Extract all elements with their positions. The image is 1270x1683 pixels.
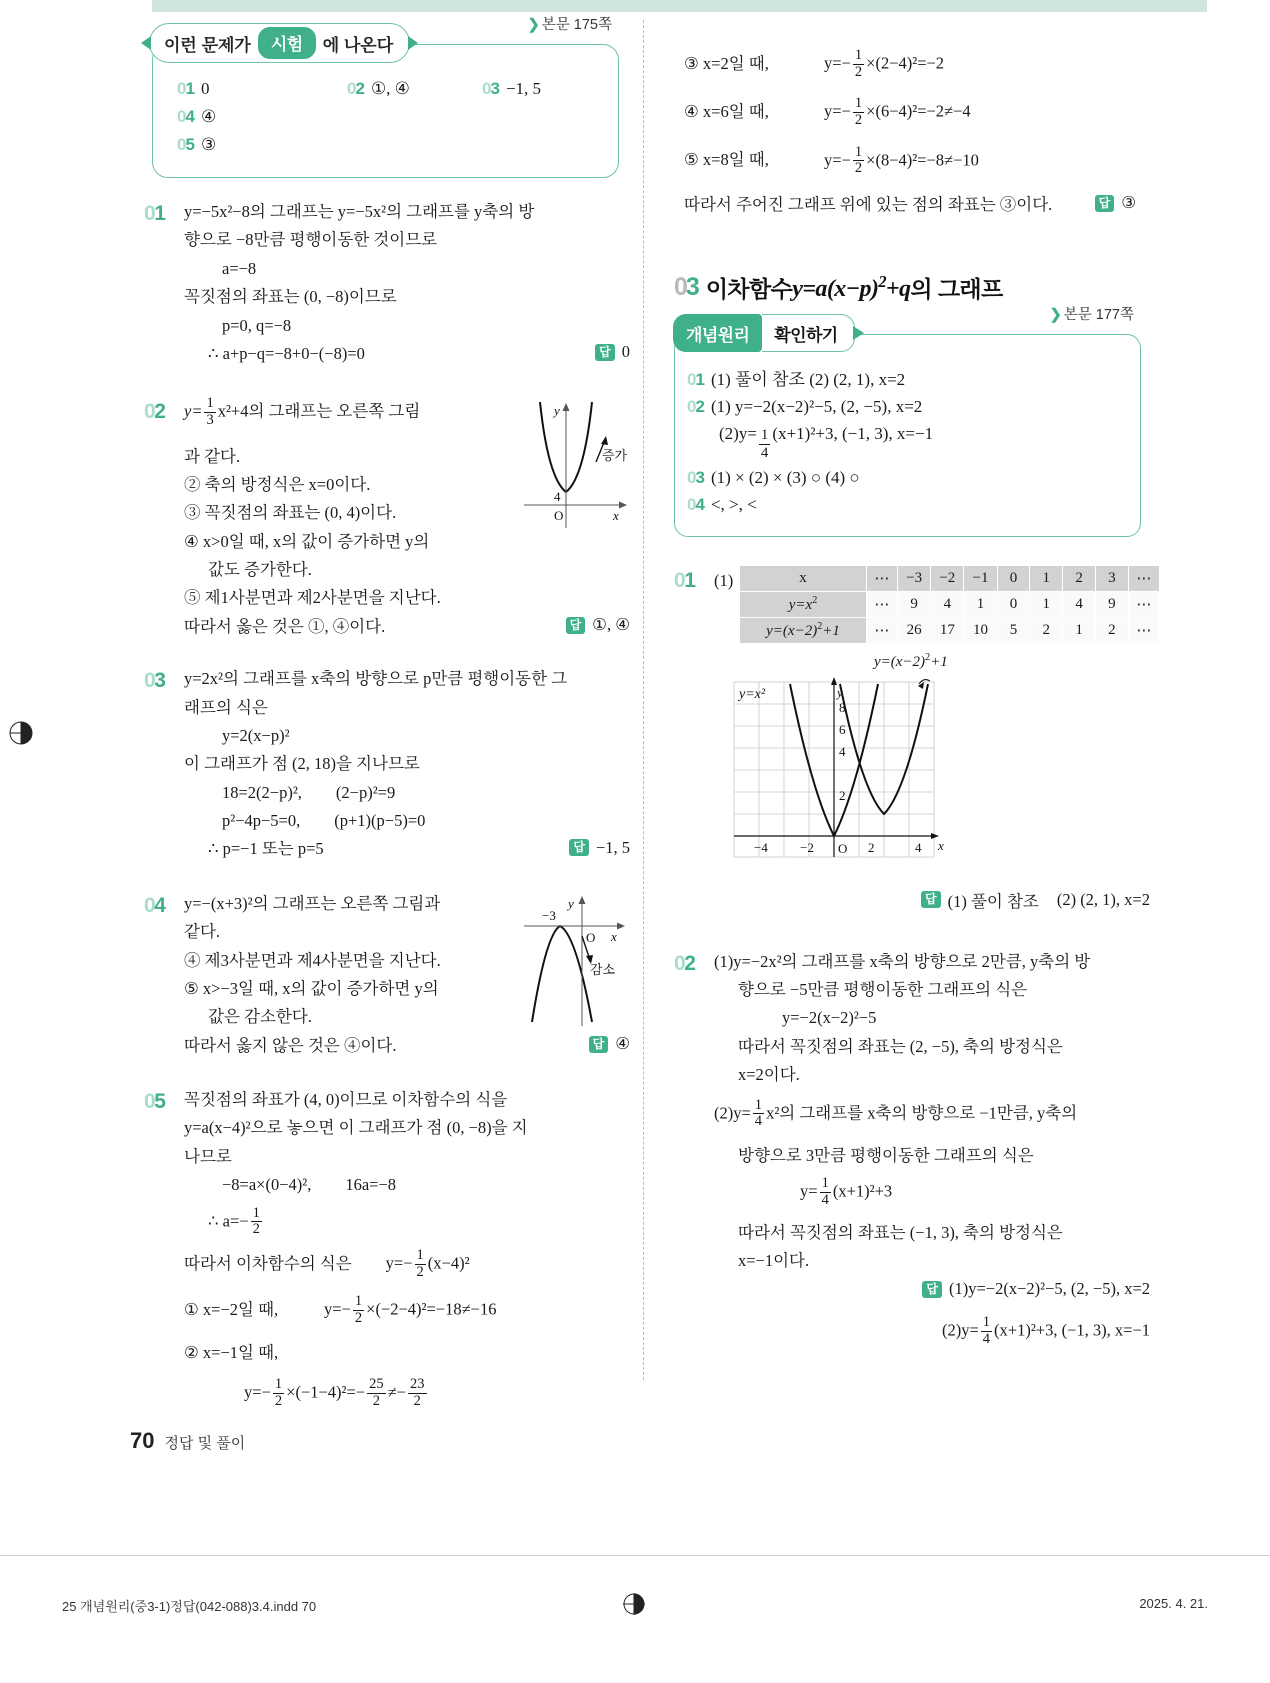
- tab-arrow-right-icon: [408, 36, 418, 50]
- solution-line: 향으로 −8만큼 평행이동한 것이므로: [184, 230, 438, 250]
- solution-03: [144, 665, 630, 864]
- exam-answer-item: [177, 107, 216, 127]
- registration-mark-bottom-icon: [620, 1590, 648, 1618]
- solution-line: ④ x>0일 때, x의 값이 증가하면 y의: [184, 531, 430, 551]
- eq-suffix: ×(6−4)²=−2≠−4: [866, 102, 971, 122]
- eq-prefix: y=−: [244, 1382, 271, 1402]
- solution-number: 02: [674, 951, 695, 975]
- eq-prefix: y=−: [824, 53, 851, 73]
- solution-body: [184, 198, 630, 368]
- case-label: ① x=−2일 때,: [184, 1299, 279, 1319]
- concept-box-tab: [673, 314, 855, 352]
- answer-value-suffix: (x+1)²+3, (−1, 3), x=−1: [772, 424, 934, 444]
- answer-number: 01: [687, 370, 704, 390]
- solution-body: [184, 396, 630, 641]
- concept-answer-item: [687, 365, 1128, 390]
- solution-line: [714, 1098, 1160, 1130]
- graph-label-right: $y=(x-2)^2+1$: [874, 651, 948, 670]
- value-table: [739, 565, 1160, 644]
- concept-answer-list: [687, 365, 1128, 514]
- solution-line: y=2(x−p)²: [222, 725, 290, 745]
- answer-value-b: (2) (2, 1), x=2: [1056, 889, 1150, 909]
- eq-left: 18=2(2−p)²,: [222, 782, 302, 802]
- table-cell: −3: [898, 565, 931, 591]
- solution-line: [684, 48, 1160, 80]
- concept-box-reference[interactable]: [1050, 303, 1134, 324]
- solution-line: a=−8: [222, 258, 257, 278]
- solution-line: 따라서 옳은 것은 ①, ④이다.: [184, 616, 386, 636]
- fraction-one-half: $\frac{1}{2}$: [354, 1293, 363, 1326]
- solution-number: 02: [144, 400, 165, 424]
- solution-line: [184, 1171, 630, 1199]
- answer-marker: [922, 1279, 1150, 1299]
- solution-line: ⑤ x>−3일 때, x의 값이 증가하면 y의: [184, 978, 439, 998]
- right-solution-01: [674, 565, 1160, 916]
- page-footer: [130, 1428, 245, 1454]
- solution-01: [144, 198, 630, 368]
- solution-line: ② x=−1일 때,: [184, 1342, 279, 1362]
- svg-text:4: 4: [915, 839, 922, 855]
- table-cell: −1: [964, 565, 997, 591]
- left-column: [130, 0, 630, 1409]
- answer-badge-icon: 답: [595, 344, 615, 361]
- eq-suffix: x²+4의 그래프는 오른쪽 그림: [217, 401, 421, 421]
- svg-text:y: y: [554, 403, 560, 419]
- solution-line: (1)y=−2x²의 그래프를 x축의 방향으로 2만큼, y축의 방: [714, 951, 1091, 971]
- concept-check-box: [674, 307, 1141, 536]
- answer-number: 05: [177, 135, 194, 154]
- exam-box-tab: [149, 23, 410, 63]
- eq-suffix: ×(2−4)²=−2: [866, 53, 945, 73]
- table-cell: 9: [1095, 591, 1128, 617]
- table-cell: 1: [1030, 565, 1063, 591]
- answer-value: 0: [200, 79, 210, 98]
- solution-line: ③ 꼭짓점의 좌표는 (0, 4)이다.: [184, 503, 397, 523]
- answer-value: ③: [200, 135, 217, 154]
- imprint-left: 25 개념원리(중3-1)정답(042-088)3.4.indd 70: [62, 1599, 317, 1614]
- table-cell: 1: [1063, 617, 1096, 643]
- table-cell: 3: [1095, 565, 1128, 591]
- solution-line: y=−(x+3)²의 그래프는 오른쪽 그림과: [184, 893, 441, 913]
- solution-line: 따라서 옳지 않은 것은 ④이다.: [184, 1035, 397, 1055]
- chevron-right-icon: ❯: [1049, 307, 1062, 324]
- answer-number: 04: [177, 107, 194, 126]
- svg-text:−2: −2: [800, 839, 814, 855]
- answer-value-a: (1) 풀이 참조: [947, 891, 1039, 911]
- svg-text:감소: 감소: [590, 961, 616, 977]
- eq-neq: ≠−: [387, 1382, 406, 1402]
- concept-tab-label: 확인하기: [762, 314, 854, 352]
- fraction-one-quarter: $\frac{1}{4}$: [760, 427, 769, 461]
- solution-line: p=0, q=−8: [222, 315, 292, 335]
- answer-badge-icon: 답: [922, 1281, 942, 1298]
- registration-mark-icon: [6, 718, 36, 748]
- answer-marker: [569, 838, 630, 858]
- eq-mid: ×(−1−4)²=−: [286, 1382, 366, 1402]
- answer-row: [714, 889, 1160, 916]
- eq-suffix: ×(8−4)²=−8≠−10: [866, 150, 979, 170]
- svg-text:증가: 증가: [602, 448, 628, 464]
- svg-text:y: y: [568, 895, 574, 911]
- concept-answer-item: [687, 468, 1128, 488]
- case-label: ⑤ x=8일 때,: [684, 150, 769, 170]
- table-cell: 2: [1095, 617, 1128, 643]
- solution-body: [184, 665, 630, 864]
- eq-prefix: y=−: [824, 150, 851, 170]
- answer-marker: [566, 615, 630, 635]
- fraction-numerator: 23: [410, 1376, 425, 1392]
- exam-tab-pill: 시험: [258, 27, 316, 59]
- page-footer-label: 정답 및 풀이: [164, 1435, 246, 1452]
- answer-number: 03: [687, 467, 704, 487]
- table-cell: 2: [1030, 617, 1063, 643]
- solution-line: [184, 1248, 630, 1280]
- table-cell: ⋯: [1128, 591, 1159, 617]
- table-row: [740, 565, 1160, 591]
- answer-value: ①, ④: [592, 615, 630, 635]
- table-cell: 4: [1063, 591, 1096, 617]
- svg-text:O: O: [554, 508, 564, 524]
- table-row: [740, 591, 1160, 617]
- imprint-right: 2025. 4. 21.: [1139, 1596, 1208, 1611]
- fraction-25-2: [367, 1377, 386, 1409]
- solution-line: [184, 1377, 630, 1409]
- solution-line: ② 축의 방정식은 x=0이다.: [184, 474, 371, 494]
- solution-line: 방향으로 3만큼 평행이동한 그래프의 식은: [738, 1145, 1034, 1165]
- table-cell: ⋯: [866, 591, 897, 617]
- solution-line: 값은 감소한다.: [208, 1007, 312, 1027]
- solution-number: 03: [144, 669, 165, 693]
- answer-marker: [1095, 193, 1136, 213]
- table-cell: ⋯: [866, 565, 897, 591]
- solution-body: [714, 565, 1160, 916]
- answer-value: <, >, <: [710, 494, 757, 514]
- svg-text:4: 4: [839, 743, 846, 759]
- solution-line: ⑤ 제1사분면과 제2사분면을 지난다.: [184, 588, 441, 608]
- fraction-one-half: $\frac{1}{2}$: [416, 1246, 424, 1280]
- eq-prefix: y=−: [324, 1299, 351, 1319]
- fraction-23-2: [408, 1377, 427, 1409]
- answer-value: −1, 5: [505, 79, 542, 98]
- fraction-one-quarter: $\frac{1}{4}$: [821, 1175, 829, 1208]
- table-cell: 0: [997, 565, 1030, 591]
- answer-number: 02: [687, 397, 704, 417]
- table-cell: 10: [964, 617, 997, 643]
- row-header: $y=(x-2)^2+1$: [740, 617, 867, 643]
- solution-05-continued: [674, 48, 1160, 219]
- right-solution-02: [674, 948, 1160, 1348]
- svg-text:2: 2: [839, 787, 846, 803]
- answer-second-line: [714, 1315, 1160, 1347]
- solution-body: [684, 48, 1160, 219]
- section-title-math: $y=a(x-p)^2+q$: [792, 272, 911, 303]
- answer-badge-icon: 답: [1095, 195, 1115, 212]
- solution-line: [714, 1176, 1160, 1208]
- exam-answers-box: [152, 17, 619, 178]
- solution-line: 같다.: [184, 922, 221, 942]
- solution-body: [184, 890, 630, 1060]
- parabola-comparison-graph: [714, 652, 1160, 892]
- table-cell: 2: [1063, 565, 1096, 591]
- solution-line: 꼭짓점의 좌표가 (4, 0)이므로 이차함수의 식을: [184, 1090, 508, 1110]
- svg-text:O: O: [586, 929, 596, 945]
- case-label: ③ x=2일 때,: [684, 53, 769, 73]
- parabola-figure-02: [510, 400, 630, 535]
- answer-value-prefix: (2)y=: [941, 1321, 979, 1341]
- fraction-one-half: $\frac{1}{2}$: [252, 1204, 260, 1238]
- eq-suffix: x²의 그래프를 x축의 방향으로 −1만큼, y축의: [766, 1103, 1078, 1123]
- solution-line: ∴ a+p−q=−8+0−(−8)=0: [208, 343, 365, 363]
- svg-text:y=x²: y=x²: [739, 686, 766, 702]
- eq-right: (p+1)(p−5)=0: [334, 811, 426, 831]
- answer-value: −1, 5: [595, 837, 630, 857]
- concept-answer-item: [687, 495, 1128, 515]
- svg-text:y: y: [837, 684, 843, 700]
- answer-value-prefix: (2)y=: [719, 424, 757, 444]
- answer-value: ①, ④: [370, 79, 410, 98]
- solution-line: 꼭짓점의 좌표는 (0, −8)이므로: [184, 287, 397, 307]
- solution-line: 따라서 꼭짓점의 좌표는 (2, −5), 축의 방정식은: [738, 1036, 1063, 1056]
- table-cell: 17: [931, 617, 964, 643]
- svg-text:2: 2: [868, 839, 875, 855]
- answer-value: (1)y=−2(x−2)²−5, (2, −5), x=2: [949, 1279, 1150, 1299]
- eq-right: (2−p)²=9: [335, 782, 396, 802]
- answer-marker: [921, 888, 1150, 912]
- svg-text:x: x: [611, 928, 617, 944]
- answer-badge-icon: 답: [569, 839, 589, 856]
- table-cell: 4: [931, 591, 964, 617]
- table-cell: 1: [964, 591, 997, 617]
- answer-value-suffix: (x+1)²+3, (−1, 3), x=−1: [994, 1321, 1150, 1341]
- svg-text:O: O: [838, 840, 848, 856]
- fraction-one-quarter: $\frac{1}{4}$: [982, 1314, 991, 1348]
- svg-text:x: x: [938, 837, 944, 853]
- eq-right: 16a=−8: [345, 1175, 397, 1195]
- solution-02: [144, 396, 630, 641]
- fraction-denominator: 2: [372, 1392, 380, 1409]
- svg-text:−4: −4: [754, 839, 768, 855]
- solution-line: ∴ p=−1 또는 p=5: [208, 839, 324, 859]
- solution-line: [184, 1294, 630, 1326]
- exam-answer-item: [347, 79, 482, 99]
- exam-answer-item: [177, 135, 604, 155]
- chevron-right-icon: ❯: [527, 17, 540, 33]
- solution-05: [144, 1086, 630, 1409]
- solution-body: [184, 1086, 630, 1409]
- solution-line: [684, 145, 1160, 177]
- fraction-one-quarter: $\frac{1}{4}$: [754, 1096, 763, 1130]
- section-number: 03: [674, 273, 698, 302]
- solution-line: ④ 제3사분면과 제4사분면을 지난다.: [184, 950, 441, 970]
- table-cell: 0: [997, 591, 1030, 617]
- answer-number: 01: [177, 79, 194, 98]
- footer-rule: [0, 1555, 1270, 1556]
- section-title-prefix: 이차함수: [705, 276, 793, 303]
- concept-answer-item: [687, 397, 1128, 417]
- answer-badge-icon: 답: [921, 891, 941, 908]
- table-cell: ⋯: [1128, 617, 1159, 643]
- fraction-numerator: 25: [369, 1376, 384, 1392]
- exam-tab-suffix: 에 나온다: [322, 35, 394, 55]
- solution-line: y=−2(x−2)²−5: [782, 1008, 877, 1028]
- svg-text:6: 6: [839, 721, 846, 737]
- tab-arrow-left-icon: [141, 36, 151, 50]
- eq-prefix: y=: [800, 1181, 818, 1201]
- answer-marker: [589, 1034, 630, 1054]
- answer-value: ④: [200, 107, 217, 126]
- solution-line: 값도 증가한다.: [208, 560, 312, 580]
- svg-text:−3: −3: [542, 907, 556, 923]
- answer-value: ③: [1121, 193, 1136, 213]
- fraction-one-half: $\frac{1}{2}$: [274, 1376, 283, 1409]
- solution-line: 과 같다.: [184, 446, 241, 466]
- fraction-denominator: 2: [413, 1392, 421, 1409]
- table-cell: 5: [997, 617, 1030, 643]
- parabola-figure-04: [520, 894, 630, 1034]
- table-cell: ⋯: [1128, 565, 1159, 591]
- fraction-one-half: $\frac{1}{2}$: [854, 95, 863, 129]
- eq-label: 따라서 이차함수의 식은: [184, 1253, 352, 1273]
- exam-ref-label: 본문 175쪽: [541, 17, 612, 33]
- answer-value: (1) × (2) × (3) ○ (4) ○: [710, 467, 860, 487]
- part-label: (1): [714, 570, 734, 590]
- answer-number: 03: [482, 79, 499, 98]
- row-header: x: [740, 565, 867, 591]
- page-number: 70: [130, 1428, 155, 1453]
- answer-number: 02: [347, 79, 364, 98]
- fraction-one-third: $\frac{1}{3}$: [206, 395, 214, 428]
- solution-line: [684, 96, 1160, 128]
- solution-line: x=2이다.: [738, 1065, 800, 1085]
- exam-answer-item: [482, 79, 597, 99]
- svg-text:8: 8: [839, 699, 846, 715]
- solution-body: [714, 948, 1160, 1348]
- table-cell: 9: [898, 591, 931, 617]
- right-column: [660, 0, 1160, 1348]
- eq-prefix: y=−: [385, 1253, 413, 1273]
- eq-prefix: y=−: [824, 102, 851, 122]
- solution-number: 01: [144, 202, 165, 225]
- answer-value: (1) y=−2(x−2)²−5, (2, −5), x=2: [710, 397, 923, 417]
- eq-suffix: ×(−2−4)²=−18≠−16: [366, 1299, 497, 1319]
- answer-badge-icon: 답: [589, 1036, 609, 1053]
- table-cell: ⋯: [866, 617, 897, 643]
- table-cell: 1: [1030, 591, 1063, 617]
- answer-row: [714, 1275, 1160, 1305]
- eq-suffix: (x−4)²: [427, 1253, 470, 1273]
- solution-line: 이 그래프가 점 (2, 18)을 지나므로: [184, 754, 420, 774]
- answer-value: 0: [621, 342, 630, 362]
- svg-text:4: 4: [554, 489, 561, 505]
- solution-line: 향으로 −5만큼 평행이동한 그래프의 식은: [738, 980, 1028, 1000]
- answer-value: (1) 풀이 참조 (2) (2, 1), x=2: [710, 370, 906, 390]
- row-header: $y=x^2$: [740, 591, 867, 617]
- solution-line: 따라서 주어진 그래프 위에 있는 점의 좌표는 ③이다.: [684, 195, 1053, 215]
- solution-line: [184, 1206, 630, 1238]
- eq-left: −8=a×(0−4)²,: [222, 1175, 312, 1195]
- solution-number: 05: [144, 1090, 165, 1114]
- answer-badge-icon: 답: [566, 617, 586, 634]
- solution-line: x=−1이다.: [738, 1251, 810, 1270]
- exam-box-reference[interactable]: [528, 13, 612, 34]
- eq-suffix: (x+1)²+3: [832, 1181, 893, 1201]
- fraction-one-half: $\frac{1}{2}$: [854, 143, 863, 177]
- answer-value: ④: [615, 1034, 630, 1054]
- eq-left: p²−4p−5=0,: [222, 811, 301, 831]
- solution-line: 래프의 식은: [184, 697, 268, 717]
- solution-line: 따라서 꼭짓점의 좌표는 (−1, 3), 축의 방정식은: [738, 1222, 1063, 1242]
- column-divider: [643, 20, 644, 1380]
- fraction-one-half: $\frac{1}{2}$: [854, 47, 863, 80]
- answer-marker: [595, 342, 630, 362]
- solution-line: [184, 779, 630, 807]
- case-label: ④ x=6일 때,: [684, 102, 769, 122]
- solution-line: y=−5x²−8의 그래프는 y=−5x²의 그래프를 y축의 방: [184, 202, 535, 221]
- exam-tab-prefix: 이런 문제가: [164, 35, 251, 55]
- solution-line: 나므로: [184, 1146, 232, 1166]
- solution-number-spacer: [674, 48, 684, 219]
- solution-number: 04: [144, 893, 165, 917]
- solution-04: [144, 890, 630, 1060]
- section-heading-03: [674, 271, 1160, 304]
- concept-tab-brand: 개념원리: [673, 314, 762, 352]
- exam-answer-list: [167, 79, 604, 163]
- solution-line: y=2x²의 그래프를 x축의 방향으로 p만큼 평행이동한 그: [184, 669, 568, 689]
- svg-text:x: x: [613, 508, 619, 524]
- eq-prefix: y=: [184, 401, 203, 421]
- section-title-suffix: 의 그래프: [910, 276, 1003, 303]
- solution-line: [184, 807, 630, 835]
- eq-prefix: ∴ a=−: [208, 1211, 249, 1231]
- solution-number: 01: [674, 568, 695, 592]
- answer-number: 04: [687, 494, 704, 514]
- table-row: [740, 617, 1160, 643]
- concept-answer-item: [687, 424, 1128, 460]
- exam-answer-item: [177, 79, 347, 99]
- concept-ref-label: 본문 177쪽: [1063, 307, 1134, 324]
- eq-prefix: (2)y=: [714, 1103, 751, 1123]
- solution-line: y=a(x−4)²으로 놓으면 이 그래프가 점 (0, −8)을 지: [184, 1118, 528, 1138]
- table-cell: −2: [931, 565, 964, 591]
- table-cell: 26: [898, 617, 931, 643]
